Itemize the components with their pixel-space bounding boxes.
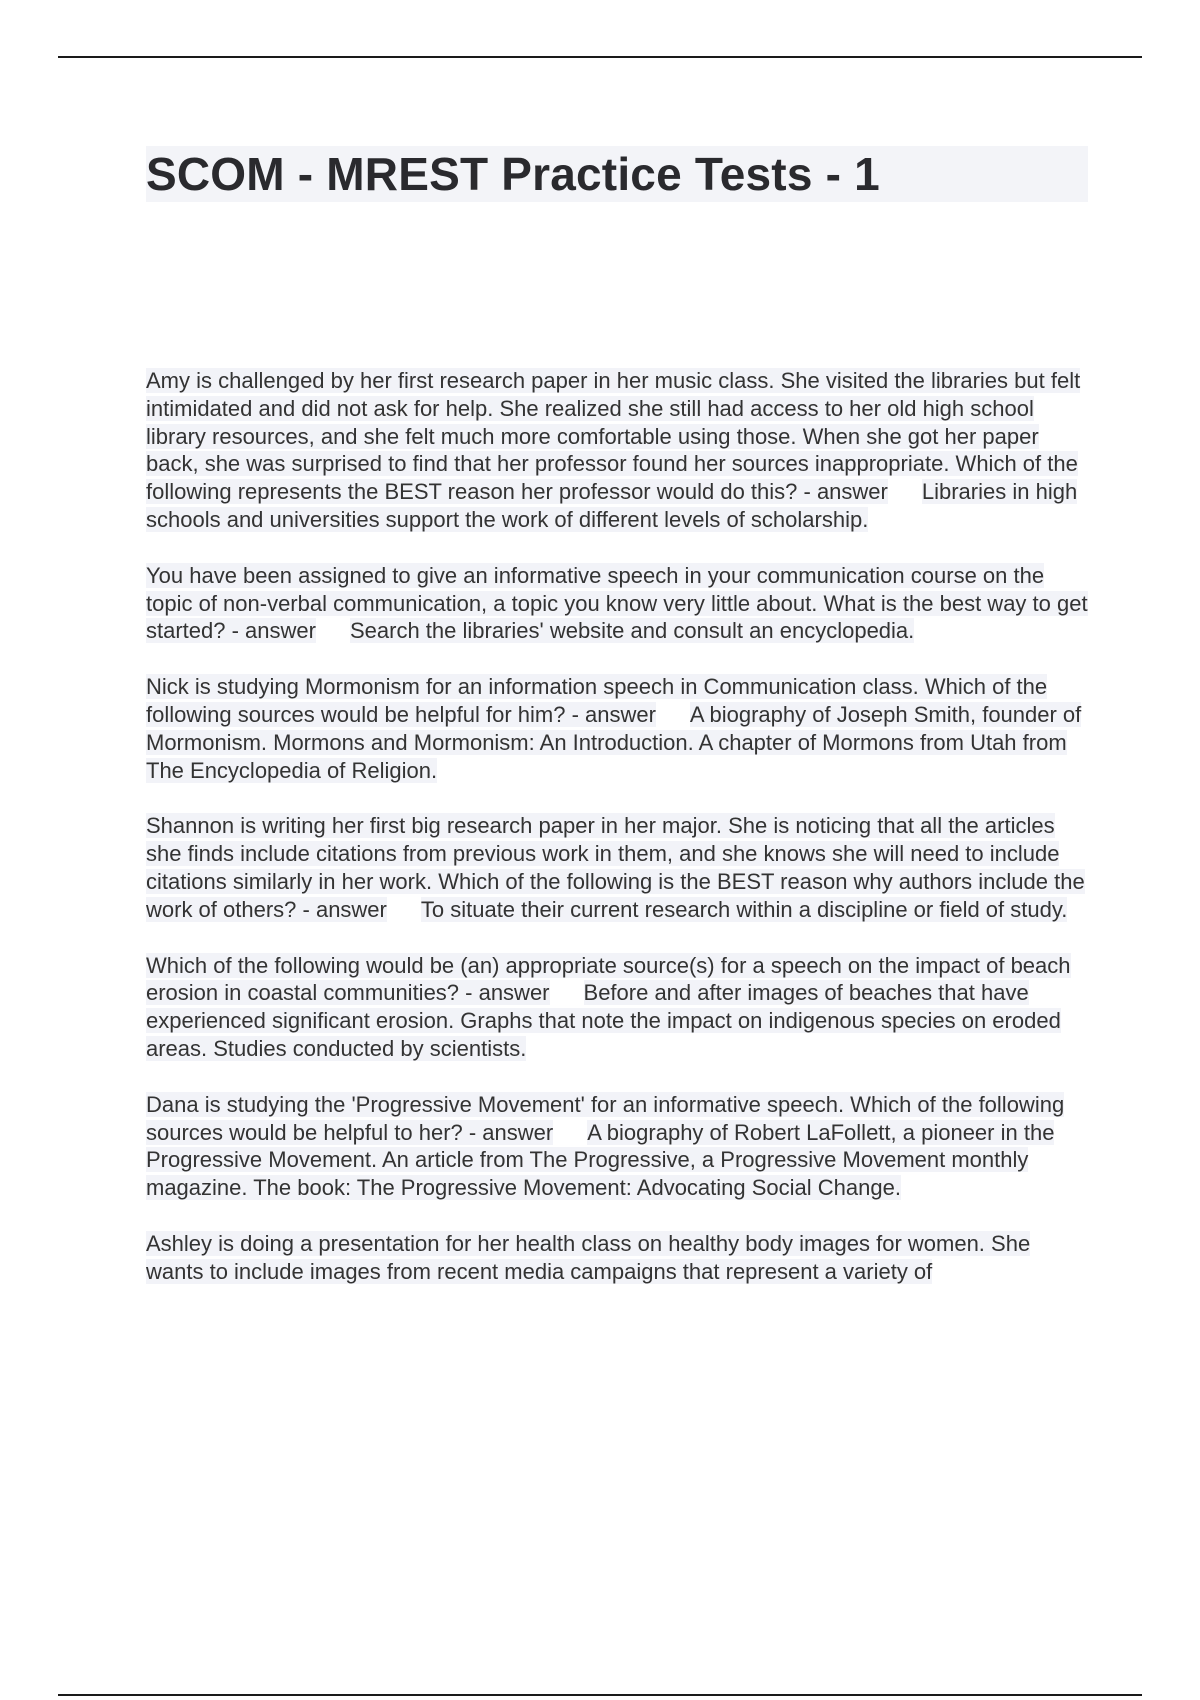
question-text: Ashley is doing a presentation for her health class on healthy body images for women. She wants to include images from recent media campaigns that represent a variety of — [146, 1230, 1031, 1284]
answer-text: Search the libraries' website and consult an encyclopedia. — [349, 618, 915, 644]
page-title: SCOM - MREST Practice Tests - 1 — [146, 148, 880, 200]
question-text: Amy is challenged by her first research paper in her music class. She visited the libraries but felt intimidated and did not ask for help. She realized she still had access to her old high school library resources, and she felt much more comfortable using those. When she got her paper back, she was surprised to find that her professor found her sources inappropriate. Which of the following represents the BEST reason her professor would do this? - answer — [146, 368, 1081, 505]
answer-text: To situate their current research within a discipline or field of study. — [420, 896, 1068, 922]
header-rule — [58, 56, 1142, 58]
qa-item — [146, 952, 1090, 1063]
question-text: Shannon is writing her first big research paper in her major. She is noticing that all the articles she finds include citations from previous work in them, and she knows she will need to include citations similarly in her work. Which of the following is the BEST reason why authors include the work of others? - answer — [146, 813, 1085, 922]
answer-text: A biography of Joseph Smith, founder of Mormonism. Mormons and Mormonism: An Introduction. A chapter of Mormons from Utah from The Encyclopedia of Religion. — [146, 701, 1082, 783]
answer-text: Before and after images of beaches that have experienced significant erosion. Graphs that note the impact on indigenous species on eroded areas. Studies conducted by scientists. — [146, 980, 1061, 1061]
question-text: Dana is studying the 'Progressive Movement' for an informative speech. Which of the following sources would be helpful to her? - answer — [146, 1091, 1065, 1145]
qa-item — [146, 562, 1090, 645]
qa-item — [146, 367, 1090, 534]
footer-rule — [58, 1694, 1142, 1696]
qa-list — [146, 367, 1090, 1314]
qa-item — [146, 1230, 1090, 1286]
question-text: You have been assigned to give an informative speech in your communication course on the topic of non-verbal communication, a topic you know very little about. What is the best way to get started? - answer — [146, 562, 1088, 644]
qa-item — [146, 1091, 1090, 1202]
answer-text: A biography of Robert LaFollett, a pioneer in the Progressive Movement. An article from The Progressive, a Progressive Movement monthly magazine. The book: The Progressive Movement: Advocating Social Change. — [146, 1119, 1055, 1201]
question-text: Nick is studying Mormonism for an information speech in Communication class. Which of the following sources would be helpful for him? - answer — [146, 674, 1048, 727]
answer-text: Libraries in high schools and universities support the work of different levels of scholarship. — [146, 479, 1078, 532]
question-text: Which of the following would be (an) appropriate source(s) for a speech on the impact of beach erosion in coastal communities? - answer — [146, 952, 1071, 1006]
qa-item — [146, 673, 1090, 784]
qa-item — [146, 812, 1090, 923]
